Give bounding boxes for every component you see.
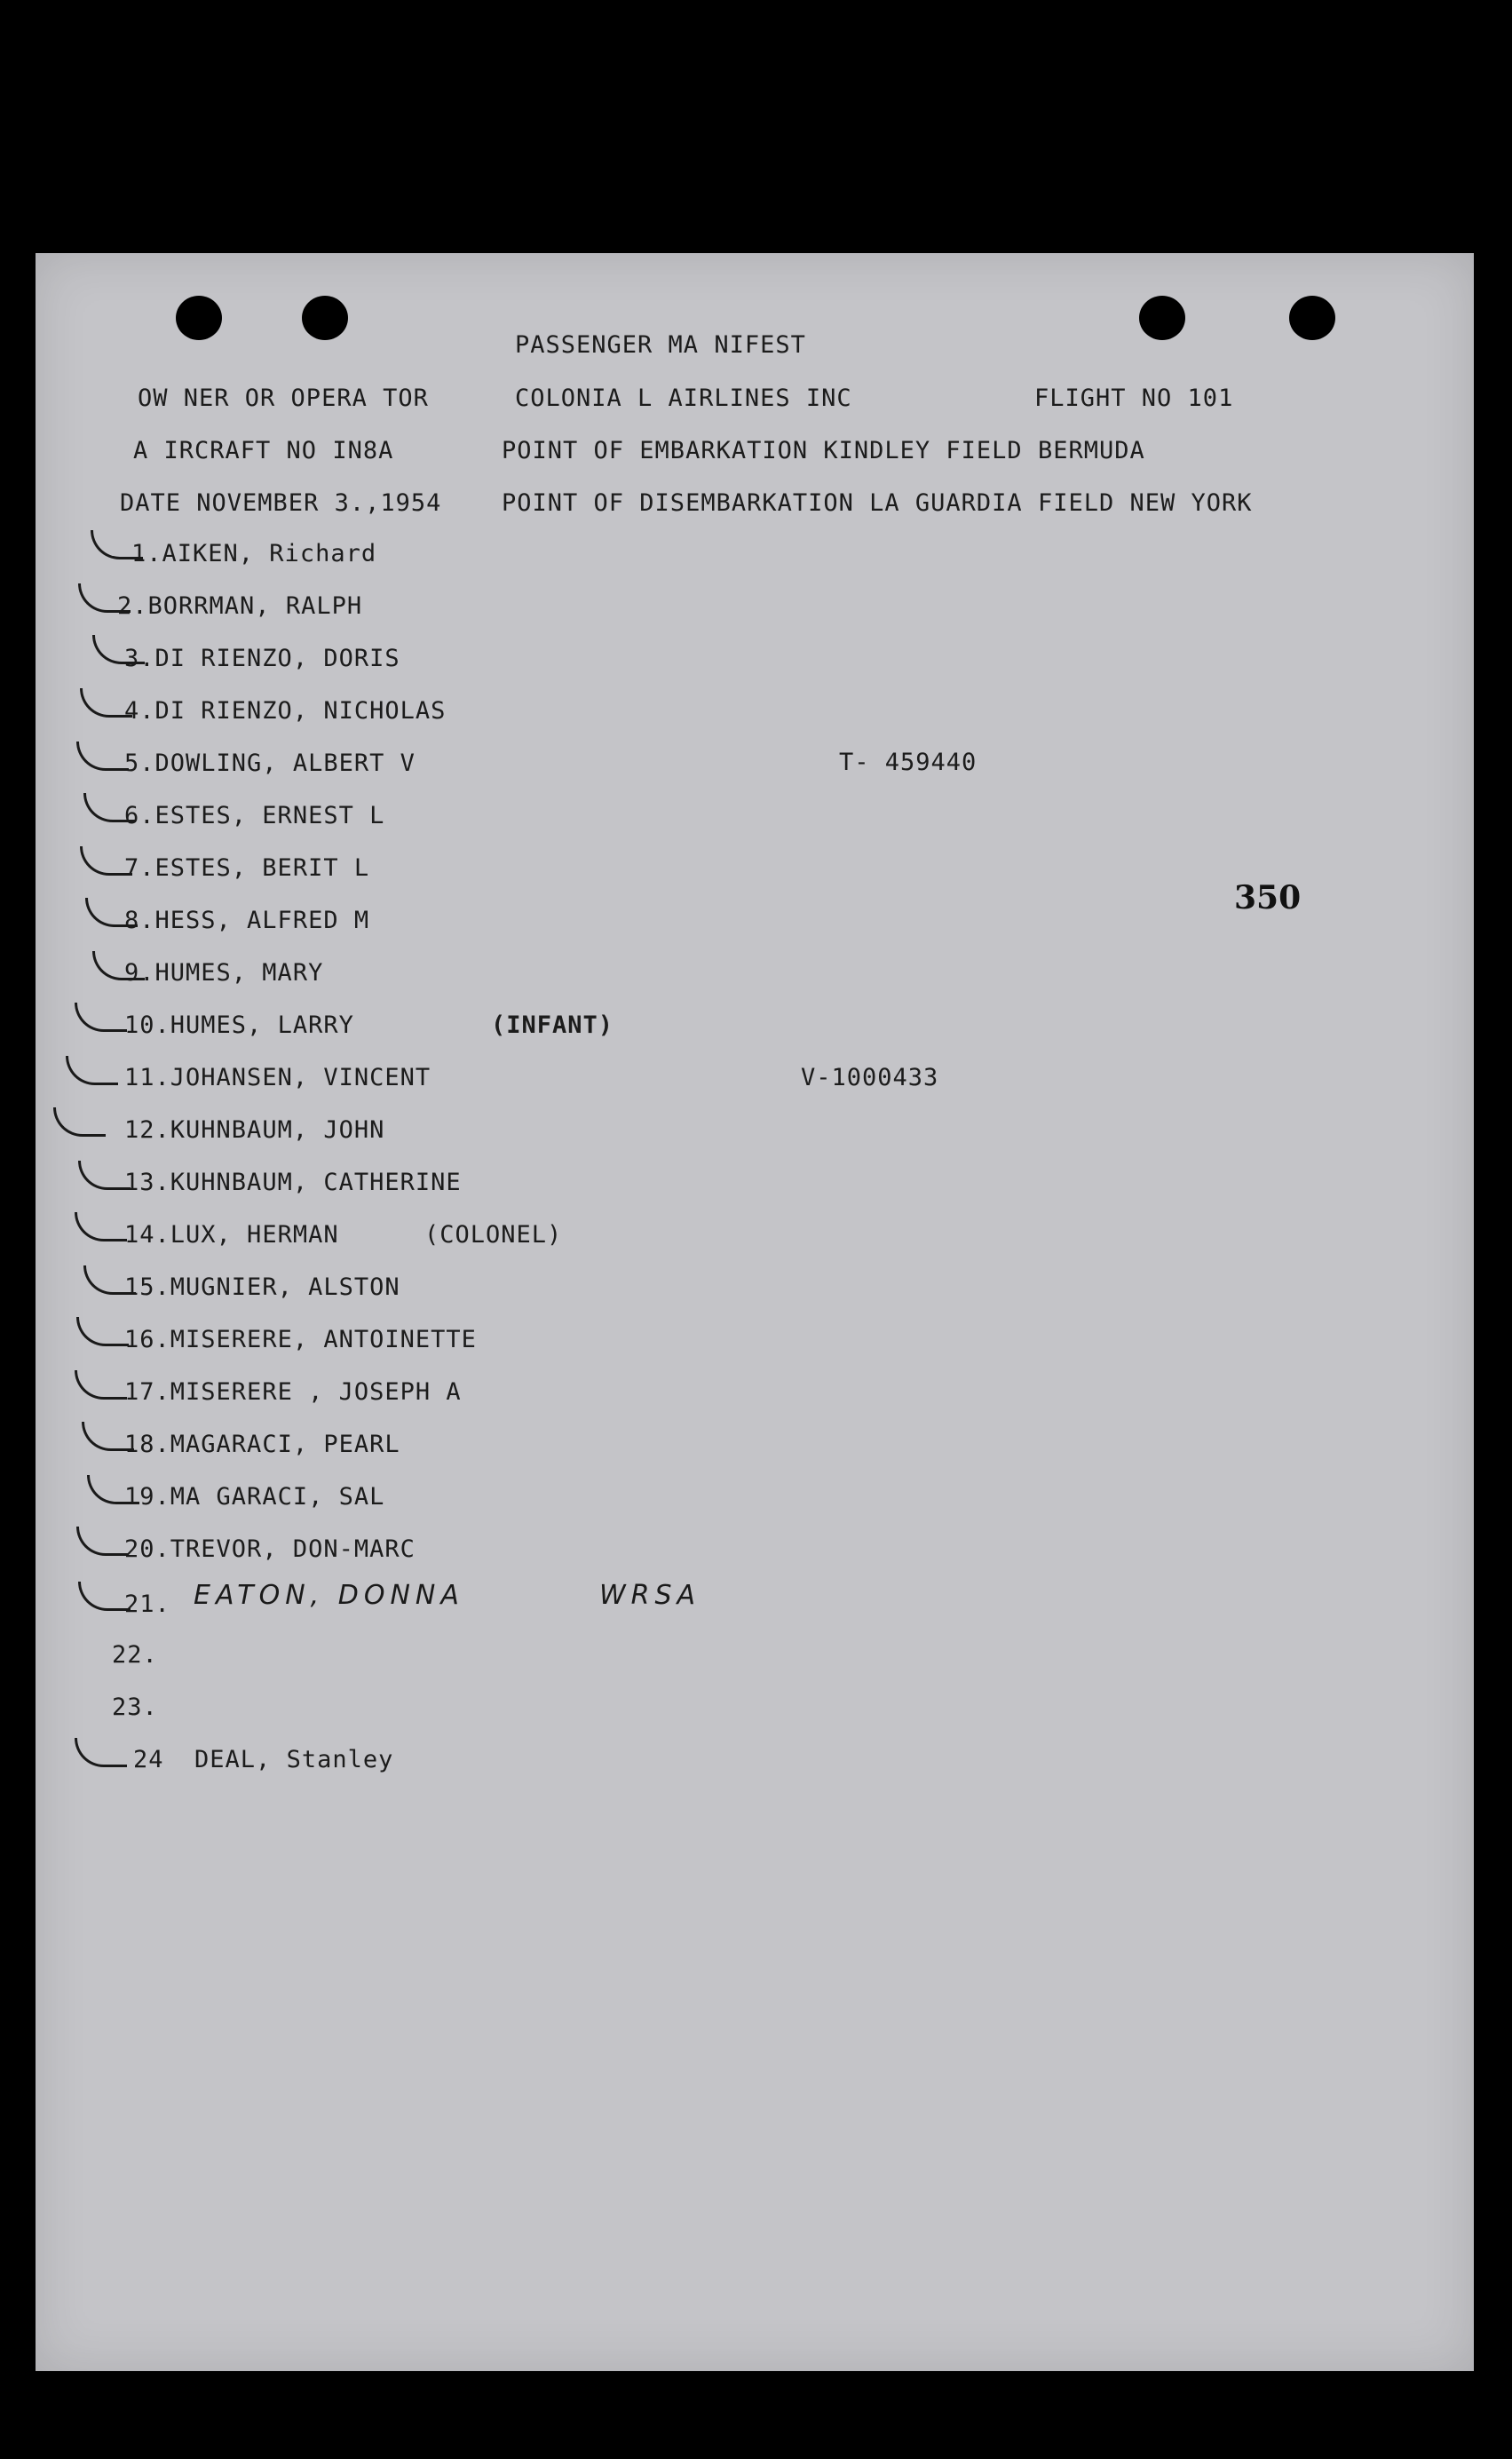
passenger-number: 18. (124, 1431, 170, 1458)
check-mark (75, 1212, 127, 1241)
manifest-page (36, 253, 1474, 2371)
list-item (124, 1378, 462, 1406)
passenger-name: DEAL, Stanley (194, 1746, 394, 1773)
punch-hole (1139, 296, 1185, 340)
list-item (124, 750, 416, 777)
check-mark (76, 742, 129, 771)
passenger-name: DI RIENZO, DORIS (154, 645, 400, 672)
list-item (117, 592, 362, 620)
stamp-number: 350 (1234, 879, 1302, 916)
passenger-name: KUHNBAUM, JOHN (170, 1116, 385, 1144)
manifest-date: DATE NOVEMBER 3.,1954 (120, 489, 442, 517)
passenger-name: MAGARACI, PEARL (170, 1431, 400, 1458)
check-mark (78, 1161, 131, 1190)
check-mark (92, 951, 145, 980)
point-of-disembarkation: POINT OF DISEMBARKATION LA GUARDIA FIELD NEW YORK (502, 489, 1253, 517)
passenger-number: 23. (112, 1694, 158, 1721)
passenger-name: LUX, HERMAN (170, 1221, 339, 1249)
punch-hole (1289, 296, 1335, 340)
list-item (124, 1590, 170, 1618)
list-item (124, 1116, 384, 1144)
list-item (124, 1273, 400, 1301)
punch-hole (302, 296, 348, 340)
check-mark (80, 688, 132, 718)
passenger-number: 16. (124, 1326, 170, 1353)
passenger-number: 19. (124, 1483, 170, 1511)
list-item (124, 1169, 462, 1196)
infant-note: (INFANT) (491, 1011, 614, 1039)
passenger-number: 12. (124, 1116, 170, 1144)
check-mark (76, 1317, 129, 1346)
flight-number: FLIGHT NO 101 (1034, 385, 1234, 412)
passenger-number: 11. (124, 1064, 170, 1091)
passenger-name: MISERERE , JOSEPH A (170, 1378, 462, 1406)
passenger-name: AIKEN, Richard (162, 540, 377, 567)
list-item (124, 645, 400, 672)
punch-hole (176, 296, 222, 340)
passenger-number: 3. (124, 645, 155, 672)
passenger-number: 17. (124, 1378, 170, 1406)
owner-value: COLONIA L AIRLINES INC (515, 385, 852, 412)
handwritten-passenger-21: EATON, DONNA (194, 1580, 464, 1611)
check-mark (76, 1527, 129, 1556)
list-item (112, 1641, 158, 1669)
check-mark (75, 1370, 127, 1400)
passenger-number: 7. (124, 854, 155, 882)
passenger-name: ESTES, BERIT L (154, 854, 370, 882)
list-item (124, 1011, 354, 1039)
passenger-number: 8. (124, 907, 155, 934)
passenger-name: JOHANSEN, VINCENT (170, 1064, 431, 1091)
passenger-name: TREVOR, DON-MARC (170, 1535, 416, 1563)
check-mark (75, 1738, 127, 1767)
check-mark (87, 1475, 139, 1504)
list-item (133, 1746, 393, 1773)
list-item (124, 1483, 384, 1511)
colonel-note: (COLONEL) (424, 1221, 563, 1249)
check-mark (78, 1582, 131, 1611)
passenger-name: DI RIENZO, NICHOLAS (154, 697, 447, 725)
list-item (124, 1064, 431, 1091)
passenger-number: 10. (124, 1011, 170, 1039)
owner-label: OW NER OR OPERA TOR (138, 385, 429, 412)
passenger-number: 20. (124, 1535, 170, 1563)
passenger-number: 13. (124, 1169, 170, 1196)
passenger-name: MISERERE, ANTOINETTE (170, 1326, 477, 1353)
list-item (124, 802, 384, 829)
passenger-number: 9. (124, 959, 155, 987)
check-mark (91, 530, 143, 559)
johansen-reference: V-1000433 (801, 1064, 939, 1091)
check-mark (83, 1265, 136, 1295)
list-item (131, 540, 376, 567)
passenger-name: HUMES, LARRY (170, 1011, 354, 1039)
passenger-name: DOWLING, ALBERT V (154, 750, 416, 777)
check-mark (80, 846, 132, 876)
passenger-name: HESS, ALFRED M (154, 907, 370, 934)
list-item (124, 907, 369, 934)
dowling-reference: T- 459440 (839, 749, 978, 776)
list-item (124, 697, 446, 725)
list-item (124, 1221, 339, 1249)
passenger-name: BORRMAN, RALPH (147, 592, 363, 620)
passenger-number: 22. (112, 1641, 158, 1669)
handwritten-note-21: WRSA (599, 1580, 701, 1611)
passenger-number: 1. (131, 540, 162, 567)
check-mark (66, 1056, 118, 1085)
list-item (124, 1326, 477, 1353)
passenger-number: 4. (124, 697, 155, 725)
check-mark (78, 583, 131, 613)
passenger-number: 2. (117, 592, 148, 620)
list-item (112, 1694, 158, 1721)
passenger-name: KUHNBAUM, CATHERINE (170, 1169, 462, 1196)
passenger-number: 15. (124, 1273, 170, 1301)
passenger-name: MUGNIER, ALSTON (170, 1273, 400, 1301)
manifest-title: PASSENGER MA NIFEST (515, 331, 806, 359)
aircraft-number: A IRCRAFT NO IN8A (133, 437, 394, 464)
check-mark (75, 1003, 127, 1032)
passenger-name: ESTES, ERNEST L (154, 802, 385, 829)
passenger-number: 6. (124, 802, 155, 829)
list-item (124, 1431, 400, 1458)
list-item (124, 959, 323, 987)
check-mark (83, 793, 136, 822)
passenger-name: HUMES, MARY (154, 959, 324, 987)
passenger-number: 24 (133, 1746, 164, 1773)
check-mark (85, 898, 138, 927)
passenger-number: 14. (124, 1221, 170, 1249)
list-item (124, 1535, 416, 1563)
passenger-number: 21. (124, 1590, 170, 1618)
list-item (124, 854, 369, 882)
passenger-name: MA GARACI, SAL (170, 1483, 385, 1511)
check-mark (82, 1422, 134, 1451)
passenger-number: 5. (124, 750, 155, 777)
point-of-embarkation: POINT OF EMBARKATION KINDLEY FIELD BERMUDA (502, 437, 1145, 464)
check-mark (92, 635, 145, 664)
check-mark (53, 1107, 106, 1137)
